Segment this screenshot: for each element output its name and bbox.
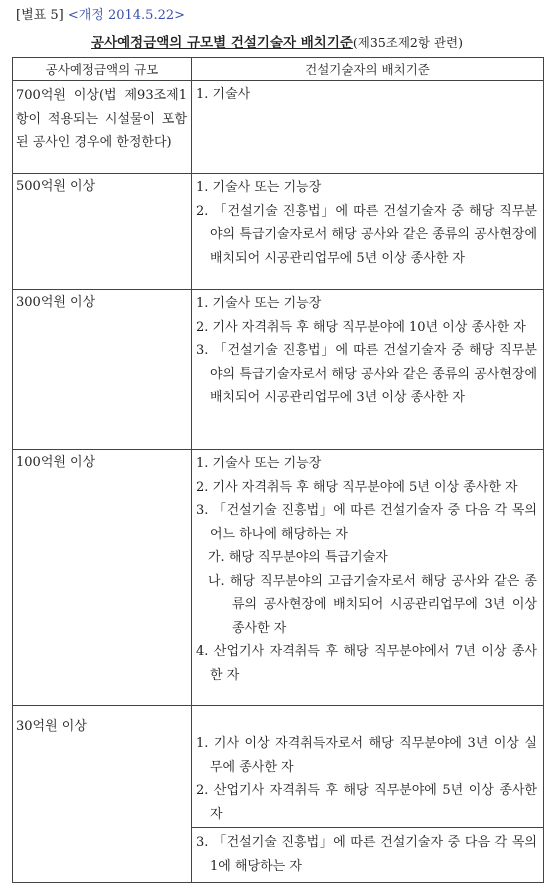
- title-main: 공사예정금액의 규모별 건설기술자 배치기준: [91, 35, 353, 51]
- criteria-item: 1. 기술사: [196, 87, 251, 102]
- annex-header: [16, 4, 185, 23]
- criteria-item: 4. 산업기사 자격취득 후 해당 직무분야에서 7년 이상 종사한 자: [196, 644, 537, 683]
- table-row: [13, 828, 544, 883]
- revision-link[interactable]: <개정 2014.5.22>: [67, 8, 186, 23]
- scale-cell: 700억원 이상(법 제93조제1항이 적용되는 시설물이 포함된 공사인 경우에 한정한다): [16, 88, 187, 150]
- column-header-scale: 공사예정금액의 규모: [13, 58, 192, 81]
- scale-cell: 300억원 이상: [16, 295, 96, 310]
- annex-label: [별표 5]: [16, 8, 64, 23]
- scale-cell: 100억원 이상: [16, 455, 96, 470]
- title-reference: (제35조제2항 관련): [352, 35, 463, 50]
- scale-cell-empty: [13, 828, 192, 883]
- criteria-item: 1. 기술사 또는 기능장: [196, 296, 322, 311]
- table-row: [13, 450, 544, 706]
- criteria-item: 2. 산업기사 자격취득 후 해당 직무분야에 5년 이상 종사한 자: [196, 783, 537, 822]
- assignment-table-continuation: [12, 827, 544, 883]
- table-header-row: [13, 58, 544, 81]
- column-header-criteria: 건설기술자의 배치기준: [192, 58, 544, 81]
- criteria-item: 1. 기사 이상 자격취득자로서 해당 직무분야에 3년 이상 실무에 종사한 자: [196, 736, 537, 775]
- criteria-item: 1. 기술사 또는 기능장: [196, 180, 322, 195]
- table-row: [13, 706, 544, 831]
- document-title: [0, 31, 554, 51]
- criteria-subitem: 가. 해당 직무분야의 특급기술자: [208, 550, 388, 565]
- criteria-subitem: 나. 해당 직무분야의 고급기술자로서 해당 공사와 같은 종류의 공사현장에 배치되어 시공관리업무에 3년 이상 종사한 자: [208, 573, 537, 636]
- criteria-item: 2. 「건설기술 진흥법」에 따른 건설기술자 중 해당 직무분야의 특급기술자로서 해당 공사와 같은 종류의 공사현장에 배치되어 시공관리업무에 5년 이상 종사한 자: [196, 203, 537, 266]
- assignment-table: [12, 57, 544, 830]
- scale-cell: 500억원 이상: [16, 179, 96, 194]
- criteria-item: 3. 「건설기술 진흥법」에 따른 건설기술자 중 다음 각 목의 1에 해당하는 자: [196, 835, 537, 874]
- criteria-item: 1. 기술사 또는 기능장: [196, 456, 322, 471]
- criteria-item: 3. 「건설기술 진흥법」에 따른 건설기술자 중 다음 각 목의 어느 하나에 해당하는 자: [196, 503, 537, 542]
- table-row: [13, 174, 544, 290]
- table-row: [13, 81, 544, 174]
- criteria-item: 2. 기사 자격취득 후 해당 직무분야에 5년 이상 종사한 자: [196, 479, 518, 495]
- criteria-item: 3. 「건설기술 진흥법」에 따른 건설기술자 중 해당 직무분야의 특급기술자로서 해당 공사와 같은 종류의 공사현장에 배치되어 시공관리업무에 3년 이상 종사한 자: [196, 343, 537, 405]
- criteria-item: 2. 기사 자격취득 후 해당 직무분야에 10년 이상 종사한 자: [196, 319, 526, 335]
- table-row: [13, 290, 544, 450]
- scale-cell: 30억원 이상: [16, 719, 87, 734]
